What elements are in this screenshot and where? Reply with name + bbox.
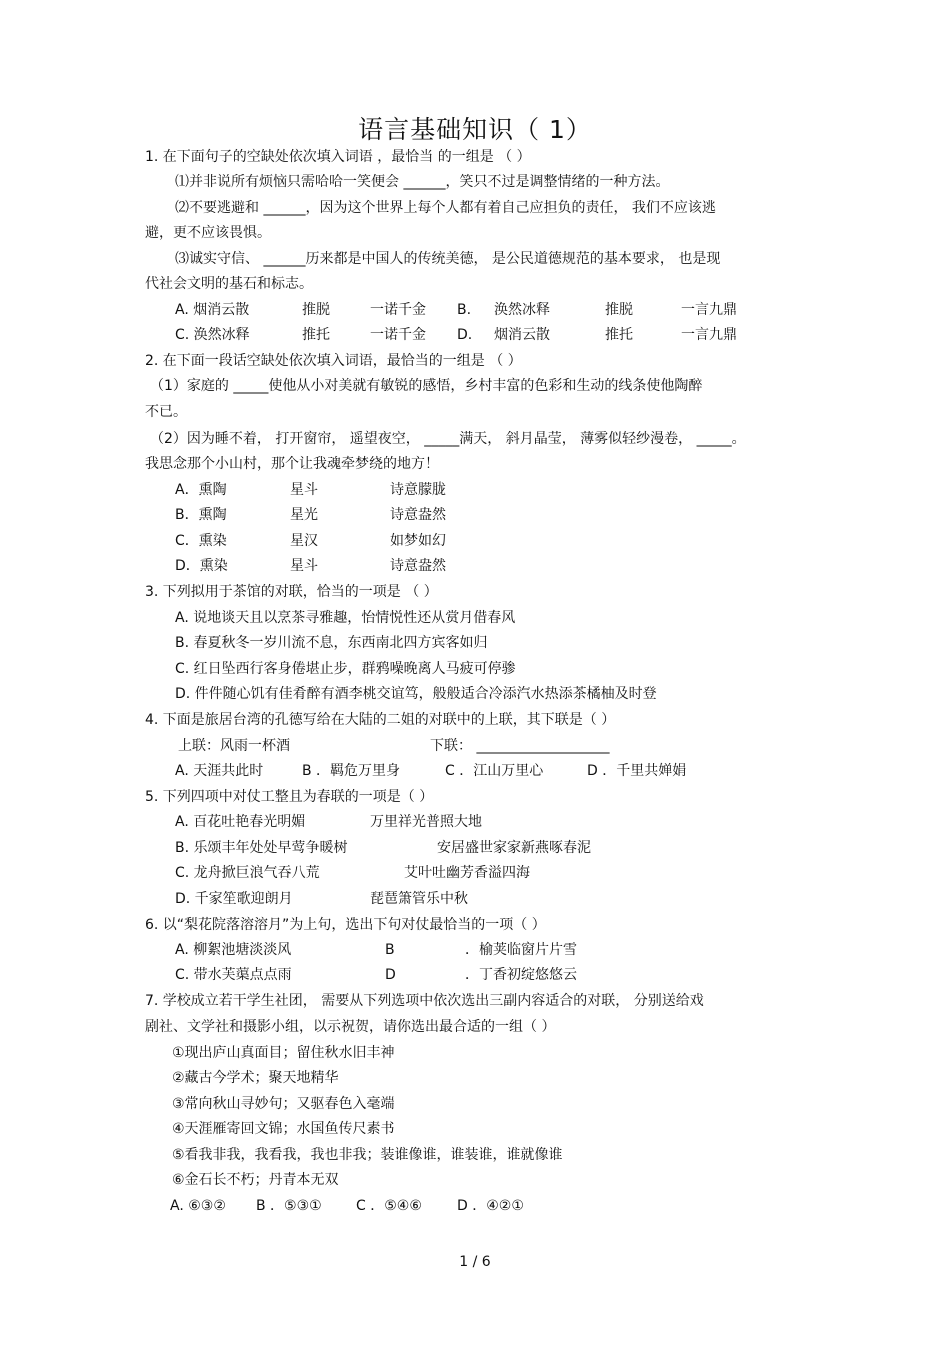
q1-option-a-word3: 一诺千金 <box>370 302 426 318</box>
q5-option-a-lower: 万里祥光普照大地 <box>370 814 482 830</box>
q1-sentence-2b: 避，更不应该畏惧。 <box>145 225 271 241</box>
q1-option-b-word1: 涣然冰释 <box>494 302 550 318</box>
q2-option-a-word3: 诗意朦胧 <box>390 482 446 498</box>
q7-item-5: ⑤看我非我，我看我，我也非我；装谁像谁，谁装谁，谁就像谁 <box>172 1147 563 1163</box>
q7-option-a: A. ⑥③② <box>170 1198 226 1214</box>
q2-option-b-word2: 星光 <box>290 507 318 523</box>
q5-option-b-lower: 安居盛世家家新燕啄春泥 <box>437 840 591 856</box>
q4-upper-couplet: 上联：风雨一杯酒 <box>178 738 290 754</box>
q7-option-c: C ．⑤④⑥ <box>356 1198 422 1214</box>
q7-item-6: ⑥金石长不朽；丹青本无双 <box>172 1172 339 1188</box>
q5-option-c-lower: 艾叶吐幽芳香溢四海 <box>404 865 530 881</box>
q1-option-d-word1: 烟消云散 <box>494 327 550 343</box>
q5-option-d-upper: D. 千家笙歌迎朗月 <box>175 891 293 907</box>
q2-paragraph-2b: 我思念那个小山村，那个让我魂牵梦绕的地方！ <box>145 456 439 472</box>
q1-sentence-2a: ⑵不要逃避和 ______，因为这个世界上每个人都有着自己应担负的责任， 我们不应该逃 <box>175 200 716 216</box>
q7-stem-b: 剧社、文学社和摄影小组，以示祝贺，请你选出最合适的一组（ ） <box>145 1019 556 1035</box>
q3-stem: 3. 下列拟用于茶馆的对联，恰当的一项是 （ ） <box>145 584 438 600</box>
q5-option-d-lower: 琵琶箫管乐中秋 <box>370 891 468 907</box>
q2-option-d-word3: 诗意盎然 <box>390 558 446 574</box>
q7-item-1: ①现出庐山真面目；留住秋水旧丰神 <box>172 1045 395 1061</box>
q2-stem: 2. 在下面一段话空缺处依次填入词语，最恰当的一组是 （ ） <box>145 353 522 369</box>
q6-option-b-label: B <box>385 942 395 958</box>
q7-item-4: ④天涯雁寄回文锦；水国鱼传尺素书 <box>172 1121 395 1137</box>
q1-option-a-word2: 推脱 <box>302 302 330 318</box>
q2-option-a-label: A．熏陶 <box>175 482 227 498</box>
q1-sentence-3a: ⑶诚实守信、 ______历来都是中国人的传统美德， 是公民道德规范的基本要求， 也是现 <box>175 251 721 267</box>
q2-option-c-word3: 如梦如幻 <box>390 533 446 549</box>
q2-option-b-label: B．熏陶 <box>175 507 227 523</box>
q1-option-d-word2: 推托 <box>605 327 633 343</box>
q6-stem: 6. 以“梨花院落溶溶月”为上句，选出下句对仗最恰当的一项（ ） <box>145 917 546 933</box>
q1-option-c: C. 涣然冰释 <box>175 327 250 343</box>
q4-option-d: D ．千里共婵娟 <box>587 763 687 779</box>
q1-option-d: D. <box>457 327 473 343</box>
q4-option-a: A. 天涯共此时 <box>175 763 264 779</box>
q1-sentence-3b: 代社会文明的基石和标志。 <box>145 276 313 292</box>
q2-option-d-word2: 星斗 <box>290 558 318 574</box>
page-number: 1 / 6 <box>459 1254 491 1270</box>
q1-option-a: A. 烟消云散 <box>175 302 250 318</box>
q6-option-a: A. 柳絮池塘淡淡风 <box>175 942 292 958</box>
q6-option-d: ．丁香初绽悠悠云 <box>465 967 577 983</box>
q7-stem-a: 7. 学校成立若干学生社团， 需要从下列选项中依次选出三副内容适合的对联， 分别送给戏 <box>145 993 704 1009</box>
q1-stem: 1. 在下面句子的空缺处依次填入词语 ，最恰当 的一组是 （ ） <box>145 149 531 165</box>
q4-option-c: C ．江山万里心 <box>445 763 544 779</box>
q1-option-c-word2: 推托 <box>302 327 330 343</box>
q2-paragraph-1b: 不已。 <box>145 404 187 420</box>
q5-option-b-upper: B. 乐颂丰年处处早莺争暖树 <box>175 840 348 856</box>
q2-option-a-word2: 星斗 <box>290 482 318 498</box>
q1-option-b-word3: 一言九鼎 <box>681 302 737 318</box>
q7-item-2: ②藏古今学术；聚天地精华 <box>172 1070 339 1086</box>
q1-option-c-word3: 一诺千金 <box>370 327 426 343</box>
q5-option-c-upper: C. 龙舟掀巨浪气吞八荒 <box>175 865 320 881</box>
q1-option-b: B. <box>457 302 472 318</box>
q6-option-d-label: D <box>385 967 396 983</box>
q3-option-d: D. 件件随心饥有佳肴醉有酒李桃交谊笃，般般适合冷添汽水热添茶橘柚及时登 <box>175 686 657 702</box>
q3-option-c: C. 红日坠西行客身倦堪止步，群鸦噪晚离人马疲可停骖 <box>175 661 516 677</box>
q4-option-b: B ．羁危万里身 <box>302 763 401 779</box>
q4-lower-couplet: 下联： ___________________ <box>430 738 610 754</box>
q2-option-b-word3: 诗意盎然 <box>390 507 446 523</box>
q7-item-3: ③常向秋山寻妙句；又驱春色入毫端 <box>172 1096 395 1112</box>
q2-paragraph-1a: （1）家庭的 _____使他从小对美就有敏锐的感悟，乡村丰富的色彩和生动的线条使他陶醉 <box>150 378 703 394</box>
q2-option-d-label: D．熏染 <box>175 558 228 574</box>
q6-option-b: ．榆荚临窗片片雪 <box>465 942 577 958</box>
q4-stem: 4. 下面是旅居台湾的孔德写给在大陆的二姐的对联中的上联，其下联是（ ） <box>145 712 616 728</box>
q7-option-d: D ．④②① <box>457 1198 524 1214</box>
q6-option-c: C. 带水芙蕖点点雨 <box>175 967 292 983</box>
q3-option-b: B. 春夏秋冬一岁川流不息，东西南北四方宾客如归 <box>175 635 488 651</box>
q1-sentence-1: ⑴并非说所有烦恼只需哈哈一笑便会 ______，笑只不过是调整情绪的一种方法。 <box>175 174 670 190</box>
q7-option-b: B ．⑤③① <box>256 1198 322 1214</box>
q1-option-b-word2: 推脱 <box>605 302 633 318</box>
q3-option-a: A. 说地谈天且以烹茶寻雅趣，怡情悦性还从赏月借春风 <box>175 610 516 626</box>
q5-stem: 5. 下列四项中对仗工整且为春联的一项是（ ） <box>145 789 434 805</box>
page-title: 语言基础知识（ 1） <box>358 115 592 144</box>
q1-option-d-word3: 一言九鼎 <box>681 327 737 343</box>
q5-option-a-upper: A. 百花吐艳春光明媚 <box>175 814 306 830</box>
q2-option-c-word2: 星汉 <box>290 533 318 549</box>
q2-option-c-label: C．熏染 <box>175 533 227 549</box>
q2-paragraph-2a: （2）因为睡不着， 打开窗帘， 遥望夜空， _____满天， 斜月晶莹， 薄雾似轻纱漫卷， _____。 <box>150 431 746 447</box>
